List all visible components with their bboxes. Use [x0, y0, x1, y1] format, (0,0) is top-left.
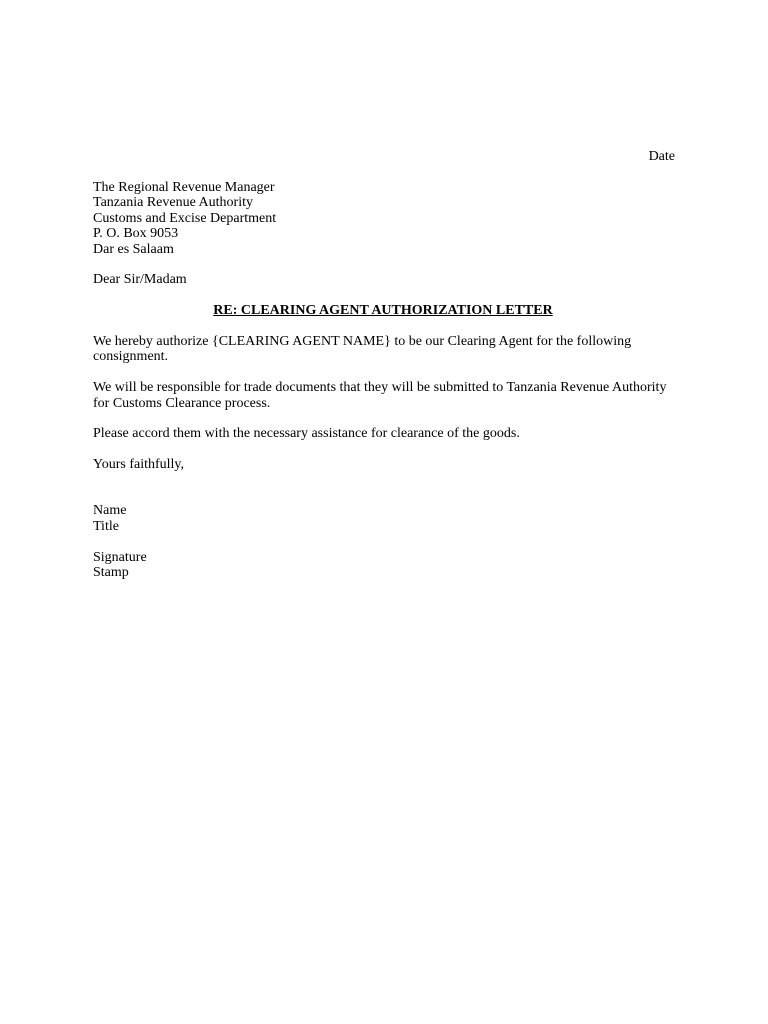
date-label: Date — [648, 149, 675, 164]
spacer — [93, 534, 673, 549]
recipient-address — [93, 180, 673, 257]
stamp-field: Stamp — [93, 565, 129, 581]
spacer — [93, 365, 673, 380]
paragraph-responsibility: We will be responsible for trade documents that they will be submitted to Tanzania Revenue Authority for Customs Clearance process. — [93, 380, 667, 411]
spacer — [93, 411, 673, 426]
signature-block — [93, 503, 673, 580]
recipient-line: Customs and Excise Department — [93, 210, 277, 226]
salutation: Dear Sir/Madam — [93, 272, 187, 288]
signature-field: Signature — [93, 549, 147, 565]
recipient-line: Dar es Salaam — [93, 241, 174, 257]
closing: Yours faithfully, — [93, 457, 185, 473]
recipient-line: P. O. Box 9053 — [93, 226, 179, 242]
letter-body — [93, 180, 673, 580]
paragraph-assistance: Please accord them with the necessary assistance for clearance of the goods. — [93, 426, 520, 442]
spacer — [93, 257, 673, 272]
signer-title: Title — [93, 518, 119, 534]
spacer — [93, 442, 673, 457]
recipient-line: The Regional Revenue Manager — [93, 180, 275, 195]
spacer — [93, 473, 673, 504]
recipient-line: Tanzania Revenue Authority — [93, 195, 253, 211]
spacer — [93, 319, 673, 334]
spacer — [93, 288, 673, 303]
signer-name: Name — [93, 503, 127, 519]
subject-heading: RE: CLEARING AGENT AUTHORIZATION LETTER — [213, 303, 553, 319]
paragraph-authorization: We hereby authorize {CLEARING AGENT NAME} to be our Clearing Agent for the following consignment. — [93, 334, 632, 365]
